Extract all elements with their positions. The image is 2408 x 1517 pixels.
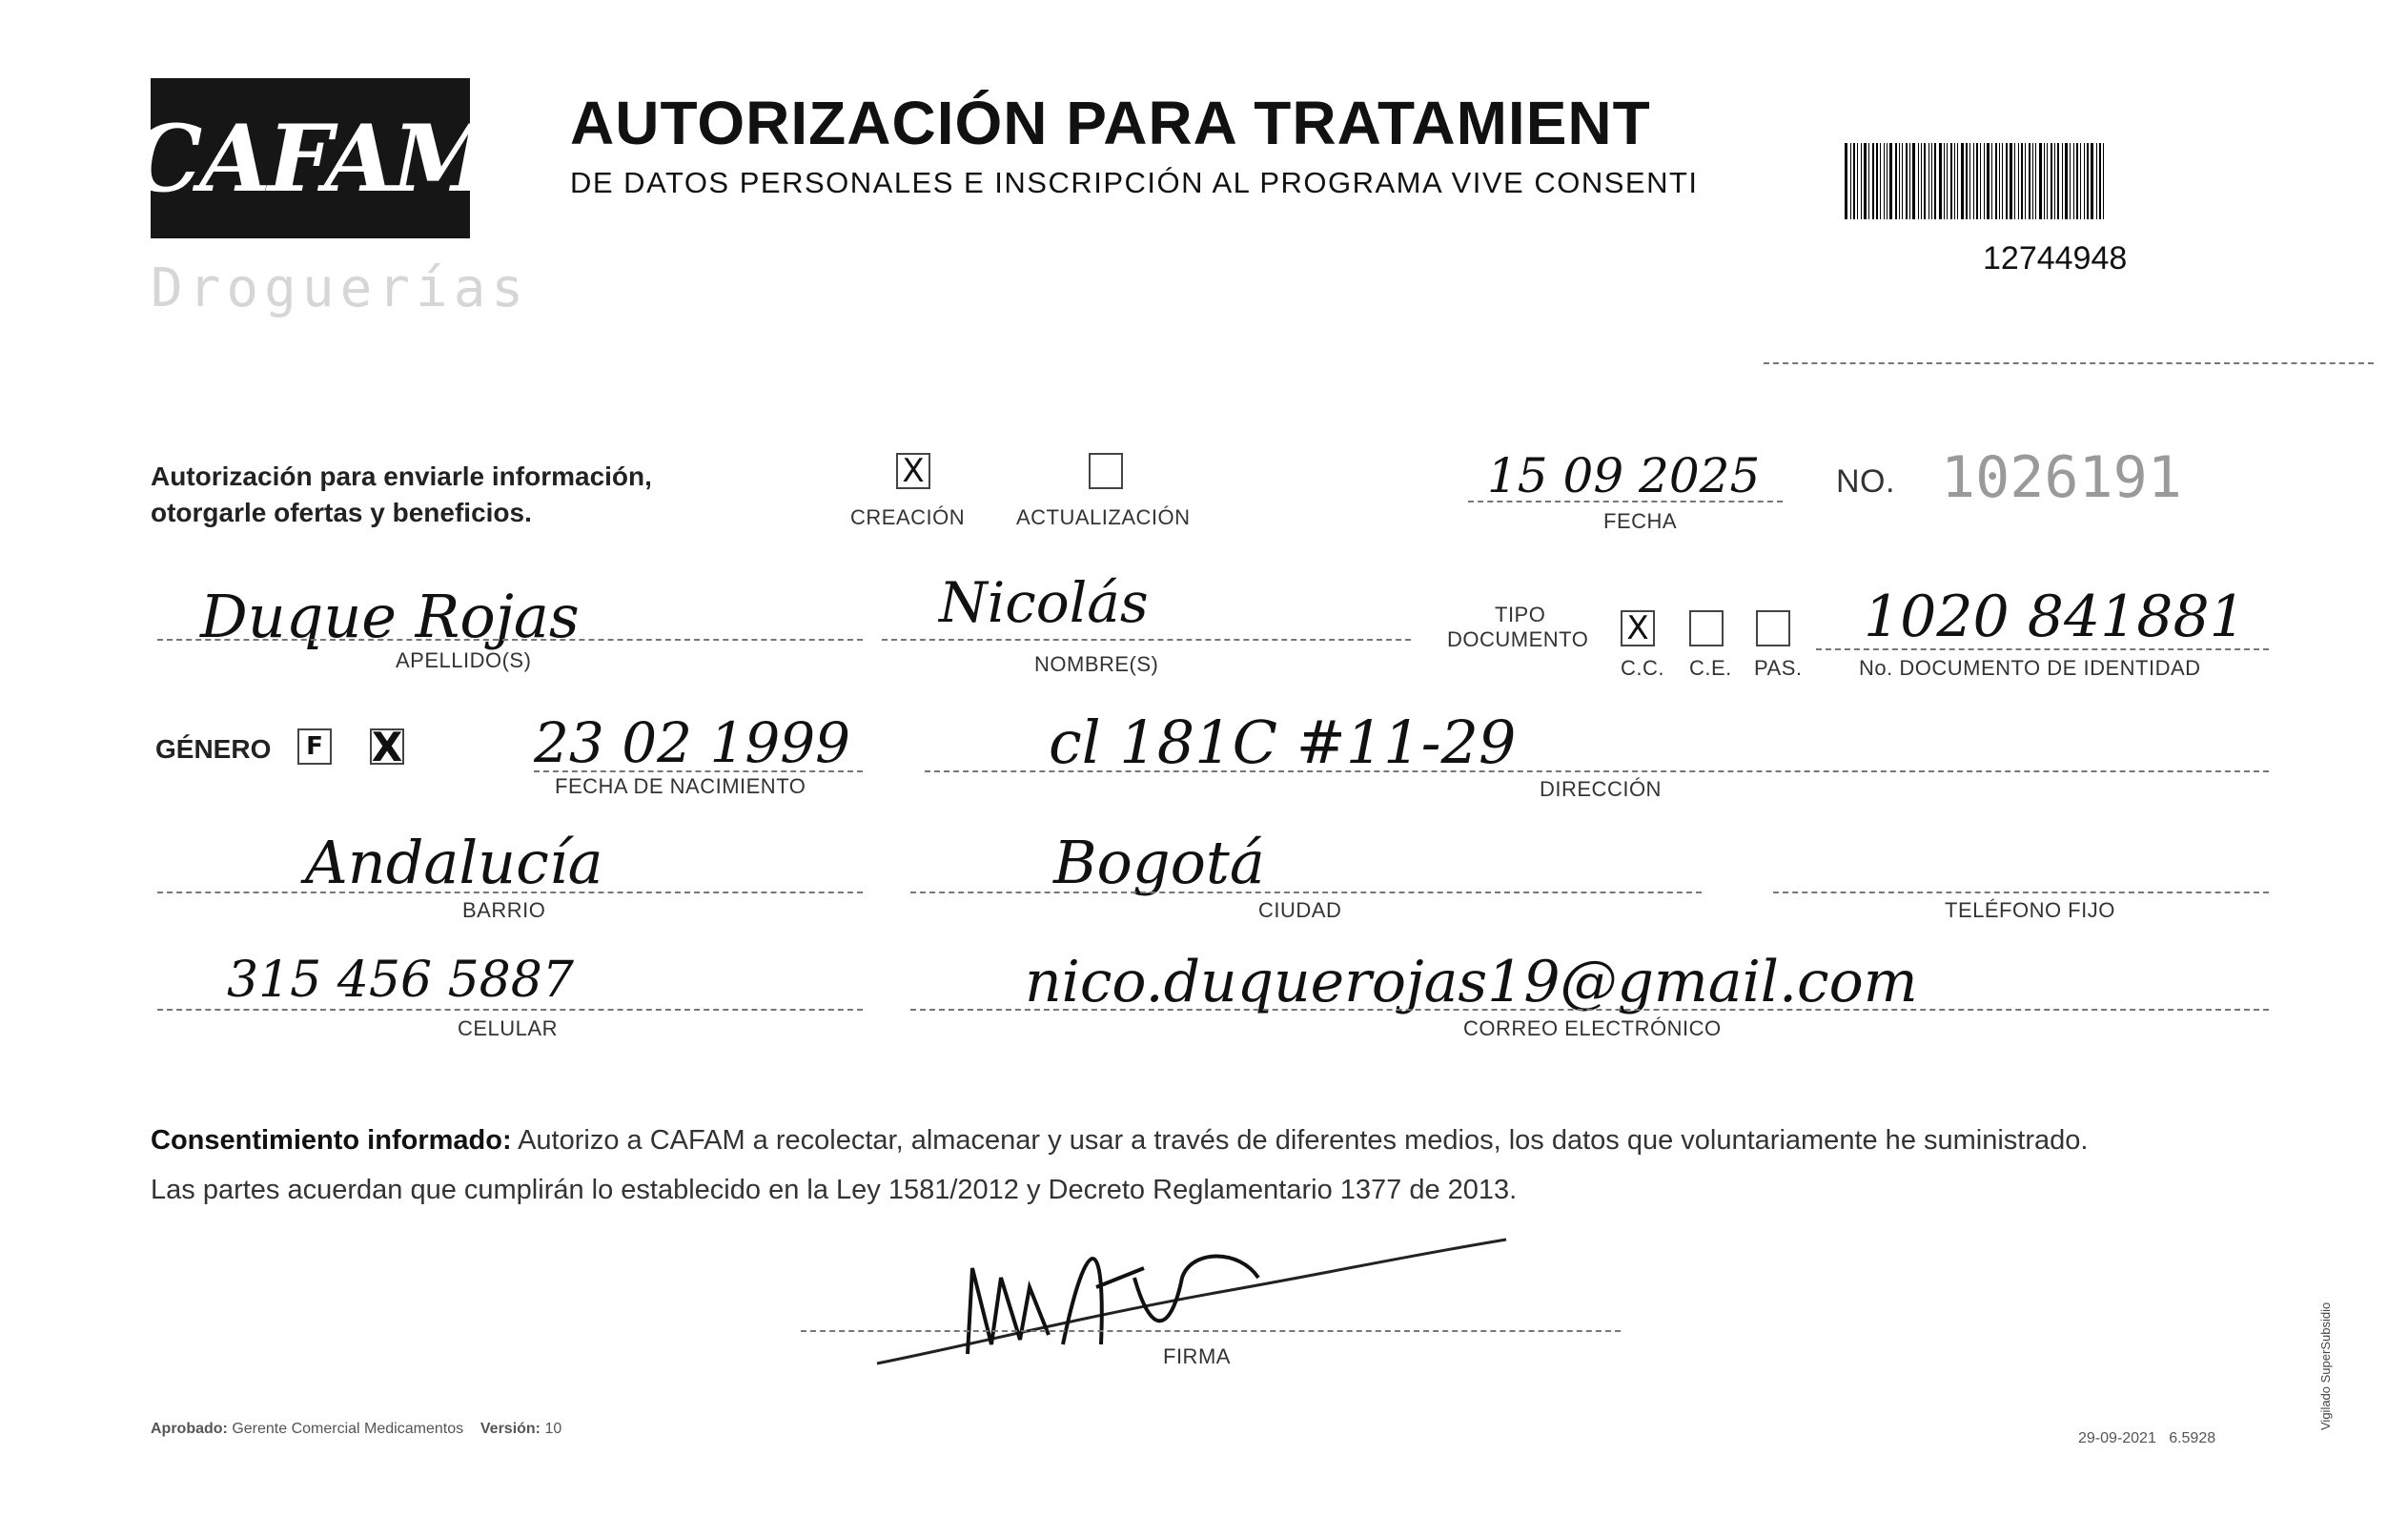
barcode-bar [1868, 143, 1869, 219]
barcode-bar [1887, 143, 1888, 219]
barcode-bar [1902, 143, 1903, 219]
direccion-label: DIRECCIÓN [1540, 777, 1662, 801]
barcode-bar [1987, 143, 1990, 219]
barcode-bar [1995, 143, 1997, 219]
form-subtitle: DE DATOS PERSONALES E INSCRIPCIÓN AL PROGRAMA VIVE CONSENTI [570, 166, 1699, 199]
barcode-bar [1906, 143, 1908, 219]
logo-subtext: Droguerías [151, 257, 530, 319]
tipo-label-line2: DOCUMENTO [1447, 627, 1589, 651]
barcode-bar [1944, 143, 1945, 219]
barcode-bar [1884, 143, 1885, 219]
consent-paragraph [151, 1116, 2296, 1215]
firma-label: FIRMA [1163, 1344, 1231, 1368]
barcode-bar [2021, 143, 2023, 219]
nombres-label: NOMBRE(S) [1034, 652, 1159, 676]
barcode-bar [2032, 143, 2033, 219]
ciudad-label: CIUDAD [1258, 898, 1342, 922]
barcode-bar [2002, 143, 2003, 219]
barcode-bar [2006, 143, 2008, 219]
apellidos-value[interactable]: Duque Rojas [200, 582, 580, 651]
documento-value[interactable]: 1020 841881 [1864, 584, 2246, 650]
version-value: 10 [544, 1421, 562, 1437]
barcode-bar [2087, 143, 2089, 219]
pas-label: PAS. [1754, 656, 1803, 680]
barcode-bar [1845, 143, 1847, 219]
nombres-value[interactable]: Nicolás [939, 570, 1149, 635]
barcode-bar [1880, 143, 1881, 219]
actualizacion-label: ACTUALIZACIÓN [1016, 505, 1191, 529]
footer-codes [2078, 1430, 2215, 1447]
barrio-label: BARRIO [462, 898, 546, 922]
creacion-checkbox[interactable]: X [896, 453, 930, 489]
celular-label: CELULAR [458, 1016, 558, 1040]
genero-f-checkbox[interactable]: F [297, 728, 332, 765]
authorization-label-line1: Autorización para enviarle información, [151, 461, 652, 491]
barcode-bar [1876, 143, 1878, 219]
cafam-logo [129, 78, 492, 238]
barcode-bar [2057, 143, 2059, 219]
barcode-bar [2070, 143, 2071, 219]
ce-checkbox[interactable] [1689, 610, 1724, 646]
barcode-bar [1966, 143, 1968, 219]
fecha-label: FECHA [1603, 509, 1678, 533]
barcode-bar [2039, 143, 2042, 219]
barcode-bar [2080, 143, 2081, 219]
barcode-bar [2073, 143, 2074, 219]
aprobado-value: Gerente Comercial Medicamentos [232, 1421, 464, 1437]
barcode-bar [2018, 143, 2019, 219]
authorization-label-line2: otorgarle ofertas y beneficios. [151, 498, 532, 527]
ce-label: C.E. [1689, 656, 1732, 680]
barcode-bar [2096, 143, 2097, 219]
barcode-bar [2054, 143, 2055, 219]
barcode-bar [2099, 143, 2101, 219]
barcode-bar [2044, 143, 2045, 219]
barcode-bar [2047, 143, 2048, 219]
fecha-value[interactable]: 15 09 2025 [1487, 448, 1761, 503]
barcode [1845, 143, 2226, 219]
barcode-bar [1864, 143, 1867, 219]
barcode-bar [1928, 143, 1929, 219]
barcode-bar [1899, 143, 1900, 219]
nacimiento-label: FECHA DE NACIMIENTO [555, 774, 806, 798]
genero-m-checkbox[interactable]: X [371, 723, 403, 770]
actualizacion-checkbox[interactable] [1089, 453, 1123, 489]
barcode-bar [1861, 143, 1862, 219]
nacimiento-value[interactable]: 23 02 1999 [534, 710, 851, 775]
barcode-bar [1950, 143, 1952, 219]
barcode-bar [1980, 143, 1981, 219]
barcode-bar [1973, 143, 1974, 219]
tipo-label-line1: TIPO [1495, 603, 1546, 626]
barcode-bar [1931, 143, 1932, 219]
correo-label: CORREO ELECTRÓNICO [1463, 1016, 1722, 1040]
correo-value[interactable]: nico.duquerojas19@gmail.com [1025, 949, 1918, 1015]
barrio-value[interactable]: Andalucía [305, 828, 603, 897]
celular-value[interactable]: 315 456 5887 [227, 952, 574, 1009]
barcode-bar [2051, 143, 2052, 219]
barcode-bar [2065, 143, 2068, 219]
barcode-bar [1850, 143, 1851, 219]
form-title: AUTORIZACIÓN PARA TRATAMIENT [570, 89, 1651, 157]
barcode-bar [2010, 143, 2012, 219]
barcode-bar [2035, 143, 2036, 219]
barcode-bar [1921, 143, 1922, 219]
barcode-bar [2029, 143, 2030, 219]
version-label: Versión: [480, 1421, 541, 1437]
documento-label: No. DOCUMENTO DE IDENTIDAD [1859, 656, 2201, 680]
no-value: 1026191 [1941, 444, 2182, 511]
barcode-bar [2062, 143, 2063, 219]
barcode-bar [2076, 143, 2078, 219]
barcode-bar [1872, 143, 1874, 219]
barcode-bar [1853, 143, 1855, 219]
consent-heading: Consentimiento informado: [151, 1125, 512, 1156]
barcode-bar [1999, 143, 2000, 219]
footer-aprobado [151, 1421, 561, 1438]
logo-text: CAFAM [129, 104, 492, 213]
date-code: 29-09-2021 [2078, 1430, 2156, 1446]
vertical-supersubsidio-text: Vigilado SuperSubsidio [2318, 1302, 2333, 1430]
consent-text-line2: Las partes acuerdan que cumplirán lo establecido en la Ley 1581/2012 y Decreto Reglamentario 1377 de 2013. [151, 1175, 1518, 1205]
consent-text-line1: Autorizo a CAFAM a recolectar, almacenar y usar a través de diferentes medios, los datos que voluntariamente he suministrado. [518, 1125, 2089, 1156]
aprobado-label: Aprobado: [151, 1421, 228, 1437]
barcode-bar [1961, 143, 1964, 219]
barcode-bar [2091, 143, 2093, 219]
barcode-bar [1939, 143, 1942, 219]
barcode-number: 12744948 [1983, 240, 2128, 277]
barcode-bar [2084, 143, 2085, 219]
barcode-bar [1947, 143, 1948, 219]
telefono-label: TELÉFONO FIJO [1945, 898, 2115, 922]
barcode-bar [2025, 143, 2026, 219]
barcode-bar [1918, 143, 1919, 219]
barcode-bar [1895, 143, 1897, 219]
barcode-bar [1991, 143, 1992, 219]
genero-label: GÉNERO [155, 734, 272, 764]
form-code: 6.5928 [2169, 1430, 2216, 1446]
barcode-bar [1924, 143, 1926, 219]
barcode-bar [2014, 143, 2015, 219]
creacion-label: CREACIÓN [850, 505, 966, 529]
cc-checkbox[interactable]: X [1621, 610, 1655, 646]
barcode-bar [1969, 143, 1970, 219]
barcode-bar [2103, 143, 2104, 219]
pas-checkbox[interactable] [1756, 610, 1790, 646]
barcode-bar [1934, 143, 1936, 219]
barcode-bar [1954, 143, 1955, 219]
barcode-bar [1912, 143, 1915, 219]
no-label: NO. [1836, 463, 1895, 500]
apellidos-label: APELLIDO(S) [396, 648, 532, 672]
barcode-bar [1889, 143, 1892, 219]
barcode-bar [1984, 143, 1985, 219]
barcode-bar [1857, 143, 1858, 219]
barcode-bar [1909, 143, 1910, 219]
direccion-value[interactable]: cl 181C #11-29 [1049, 707, 1517, 777]
cc-label: C.C. [1621, 656, 1664, 680]
barcode-bar [1957, 143, 1958, 219]
ciudad-value[interactable]: Bogotá [1053, 828, 1265, 897]
barcode-bar [1976, 143, 1978, 219]
